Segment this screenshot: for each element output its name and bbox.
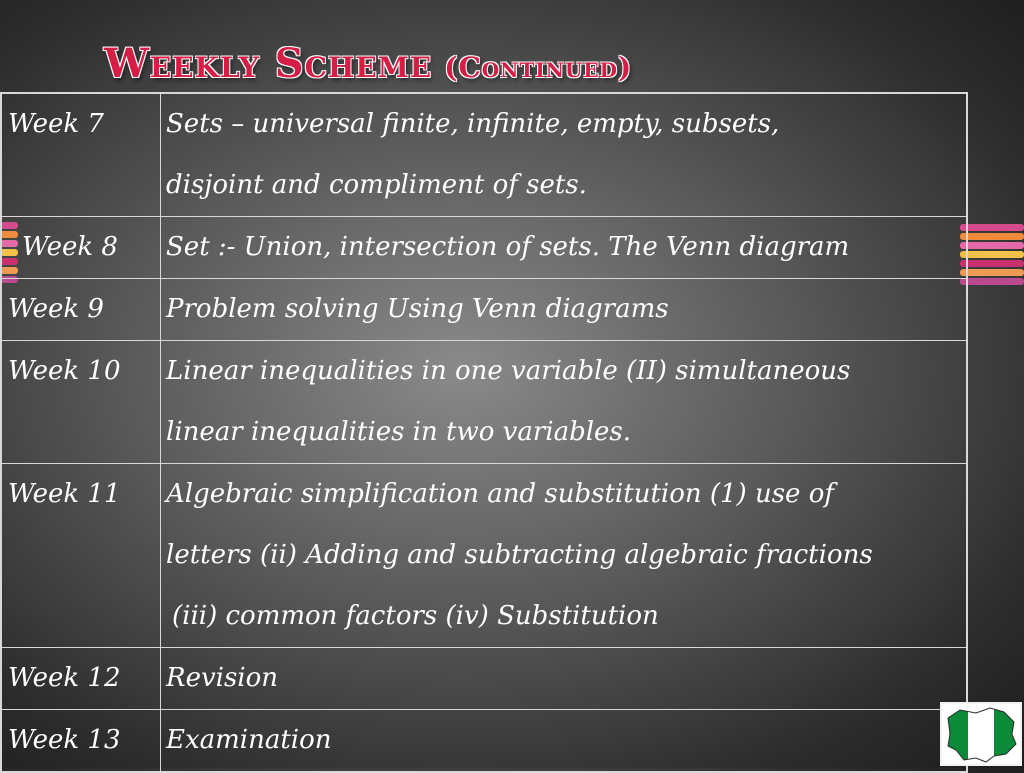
slide-title-main: Weekly Scheme (104, 40, 433, 87)
topic-cell (161, 710, 968, 773)
table-row (1, 464, 967, 648)
topic-line: letters (ii) Adding and subtracting algebraic fractions (166, 540, 873, 570)
topic-cell (161, 93, 968, 217)
topic-cell (161, 464, 968, 648)
table-row (1, 710, 967, 773)
topic-cell (161, 217, 968, 279)
table-row (1, 648, 967, 710)
topic-line: Examination (166, 725, 332, 755)
week-cell: Week 7 (1, 93, 161, 217)
topic-cell (161, 279, 968, 341)
nigeria-map-flag-icon (940, 702, 1022, 766)
table-row (1, 217, 967, 279)
topic-line: Algebraic simplification and substitution (1) use of (166, 479, 834, 509)
week-cell: Week 13 (1, 710, 161, 773)
week-cell: Week 11 (1, 464, 161, 648)
topic-line: Revision (166, 663, 279, 693)
topic-line: Linear inequalities in one variable (II) simultaneous (166, 356, 851, 386)
topic-line: Problem solving Using Venn diagrams (166, 294, 669, 324)
slide-title (104, 40, 632, 87)
topic-line: Set :- Union, intersection of sets. The Venn diagram (166, 232, 850, 262)
slide-title-sub: (Continued) (444, 51, 633, 84)
week-cell: Week 9 (1, 279, 161, 341)
topic-line: disjoint and compliment of sets. (166, 170, 587, 200)
table-row (1, 341, 967, 464)
topic-line: (iii) common factors (iv) Substitution (172, 601, 659, 631)
week-label: Week 8 (22, 232, 118, 262)
week-cell: Week 12 (1, 648, 161, 710)
decorative-stripes-right (960, 224, 1024, 286)
weekly-scheme-table (0, 92, 968, 773)
week-cell: Week 10 (1, 341, 161, 464)
table-row (1, 279, 967, 341)
week-cell (1, 217, 161, 279)
table-row (1, 93, 967, 217)
topic-line: Sets – universal finite, infinite, empty, subsets, (166, 109, 780, 139)
topic-line: linear inequalities in two variables. (166, 417, 632, 447)
topic-cell (161, 341, 968, 464)
topic-cell (161, 648, 968, 710)
